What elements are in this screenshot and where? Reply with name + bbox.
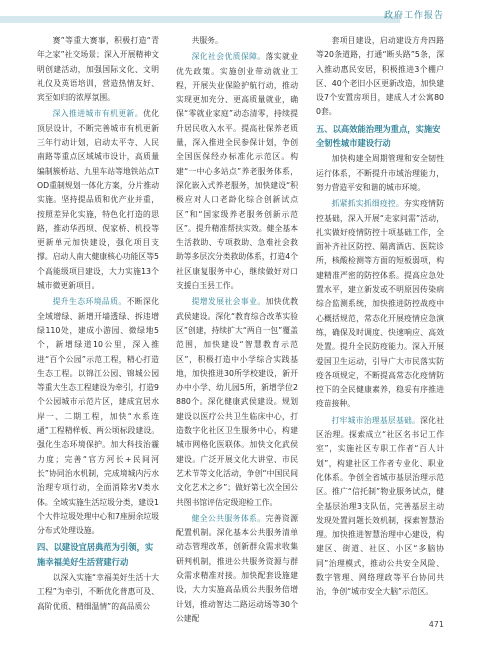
paragraph-lead: 提增发展社会事业。 — [191, 297, 266, 307]
paragraph — [176, 295, 298, 509]
paragraph-lead: 深化社会优质保障。 — [191, 52, 266, 62]
text-column-1 — [37, 34, 159, 616]
page-number: 471 — [428, 620, 444, 629]
paragraph — [37, 295, 159, 538]
paragraph-lead: 深入推进城市有机更新。 — [52, 109, 143, 119]
paragraph-text: 以深入实施“幸福美好生活十大工程”为牵引，不断优化普惠可及、高阶优质、精细温情”的高品质公 — [37, 572, 159, 611]
text-column-3 — [316, 34, 444, 602]
page-header — [0, 0, 480, 24]
paragraph-text: 共服务。 — [191, 36, 223, 45]
paragraph — [316, 414, 444, 600]
section-heading-text: 五、以高效能治理为重点，实施安全韧性城市建设行动 — [316, 123, 441, 149]
header-title: 政府工作报告 — [383, 11, 444, 21]
section-heading-text: 四、以建设宜居典范为引领，实施幸福美好生活营建行动 — [37, 542, 154, 567]
section-heading — [316, 122, 444, 151]
paragraph — [37, 107, 159, 293]
paragraph — [316, 34, 444, 120]
paragraph-text: 优化顶层设计，不断完善城市有机更新三年行动计划，启动太平寺、人民南路等重点区域城市设计，高质量编制簇桥站、九里车站等地铁站点TOD重制规划一体化方案，分片推动实施。坚持提品质和优产业并重，按照差异化实施，特色化打造的思路，推动华西坝、倪家桥、机投等更新单元加快建设，强化项目支撑。启动人南大健康核心功能区等5个高能级项目建设，大力实施13个城市微更新项目。 — [37, 109, 160, 291]
section-heading — [37, 540, 159, 569]
paragraph-text: 赛”等重大赛事，积极打造“青年之家”社交场景；深入开展精神文明创建活动，加强国际文化、文明礼仪及英语培训，营造热情友好、宾至如归的浓厚氛围。 — [37, 36, 159, 103]
paragraph-text: 夯实疫情防控基础，深入开展“走家问需”活动，扎实做好疫情防控十项基础工作，全面补齐社区防控、隔离酒店、医院诊所，核酸检测等方面的短板弱项，构建精准严密的防控体系。提高应急处置水平，建立新发或不明原因传染病综合监测系统，加快推进防控战疫中心概括规范，常态化开展疫情应急演练，确保及时调度、快速响应、高效处置。提升全民防疫能力。深入开展爱国卫生运动，引导广大市民落实防疫各项规定，不断提高常态化疫情防控下的全民健康素养，稳妥有序推进疫苗接种。 — [316, 199, 444, 409]
paragraph-lead: 提升生态环境品质。 — [52, 297, 127, 307]
paragraph-lead: 抓紧抓实抓细疫控。 — [331, 199, 405, 209]
header-accent-bar — [0, 16, 400, 23]
paragraph-lead: 健全公共服务体系。 — [191, 513, 266, 523]
paragraph-text: 落实就业优先政策。实施创业带动就业工程，开展失业保险护航行动，推动实现更加充分、更高质量就业，确保“零就业家庭”动态清零，持续提升居民收入水平。提高社保养老质量，深入推进全民参保计划，争创全国医保经办标准化示范区。构建“一中心多站点”养老服务体系，深化嵌入式养老服务，加快建设“积极应对人口老龄化综合创新试点区”和“国家级养老服务创新示范区”。提升精准帮扶实效。健全基本生活救助、专项救助、急难社会救助等多层次分类救助体系，打造4个社区康复服务中心，继续做好对口支援白玉县工作。 — [176, 52, 299, 291]
paragraph-text: 套项目建设，启动建设方舟四路等20条道路，打通“断头路”5条，深入推动惠民安居，积极推进3个棚户区、40个老旧小区更新改造，加快建设7个安置房项目，建成人才公寓800套。 — [316, 36, 444, 117]
paragraph — [176, 512, 298, 626]
paragraph-text: 完善资源配置机制。深化基本公共服务清单动态管理改革，创新群众需求收集研判机制，推进公共服务资源与群众需求精准对接。加快配套设施建设，大力实施高品质公共服务倍增计划，推动智达二路运动场等30个公建配 — [176, 513, 299, 623]
paragraph-text: 不断深化全域增绿、新增开墙透绿、拆违增绿110处，建成小游园、微绿地5个，新增绿道10公里，深入推进“百个公园”示范工程，精心打造生态工程。以锦江公园、锦城公园等重大生态工程建设为牵引，打造9个公园城市示范片区，建成宜居水岸一、二期工程，加快“水系连通”工程精样板、两公顷标段建设。强化生态环境保护。加大科技治霾力度；完善“官方河长+民间河长”协同治水机制，完成境城内污水治理专项行动，全面消除劣V类水体。全域实施生活垃圾分类，建设1个大件垃圾处理中心和7座厨余垃圾分布式处理设施。 — [37, 297, 160, 536]
text-column-2 — [176, 34, 298, 628]
paragraph — [316, 197, 444, 411]
paragraph-text: 加快构建全周期管理和安全韧性运行体系，不断提升市域治理能力，努力营造平安和谐的城市环境。 — [316, 154, 444, 192]
paragraph — [176, 50, 298, 293]
paragraph — [37, 34, 159, 105]
paragraph — [176, 34, 298, 48]
paragraph-text: 深化社区治理。探索成立“社区名书记工作室”，实施社区专职工作者“百人计划”，构建社区工作者专业化、职业化体系。争创全省城市基层治理示范区。推广“信托制”物业服务试点，健全基层治理3支队伍，完善基层主动发现处置问题长效机制，探索智慧治理。加快推进智慧治理中心建设，构建区、街道、社区、小区“多脑协同”治理模式，推动公共安全风险、数字管理、网络理政等平台协同共治，争创“城市安全大脑”示范区。 — [316, 415, 444, 597]
paragraph — [316, 152, 444, 195]
paragraph — [37, 571, 159, 614]
paragraph-lead: 打牢城市治理基层基础。 — [331, 415, 421, 425]
paragraph-text: 加快优教武侯建设。深化“教育综合改革实验区”创建，持续扩大“两自一包”覆盖范围，加快建设“智慧教育示范区”，积极打造中小学综合实践基地，加快推进30所学校建设，新开办中小学、幼儿园5所，新增学位2880个。深化健康武侯建设。规划建设以医疗公共卫生临床中心，打造数字化社区卫生服务中心，构建城市网格化医联体。加快文化武侯建设。广泛开展文化大讲堂、市民艺术节等文化活动，争创“中国民间文化艺术之乡”；做好第七次全国公共图书馆评估定级迎检工作。 — [176, 297, 299, 507]
